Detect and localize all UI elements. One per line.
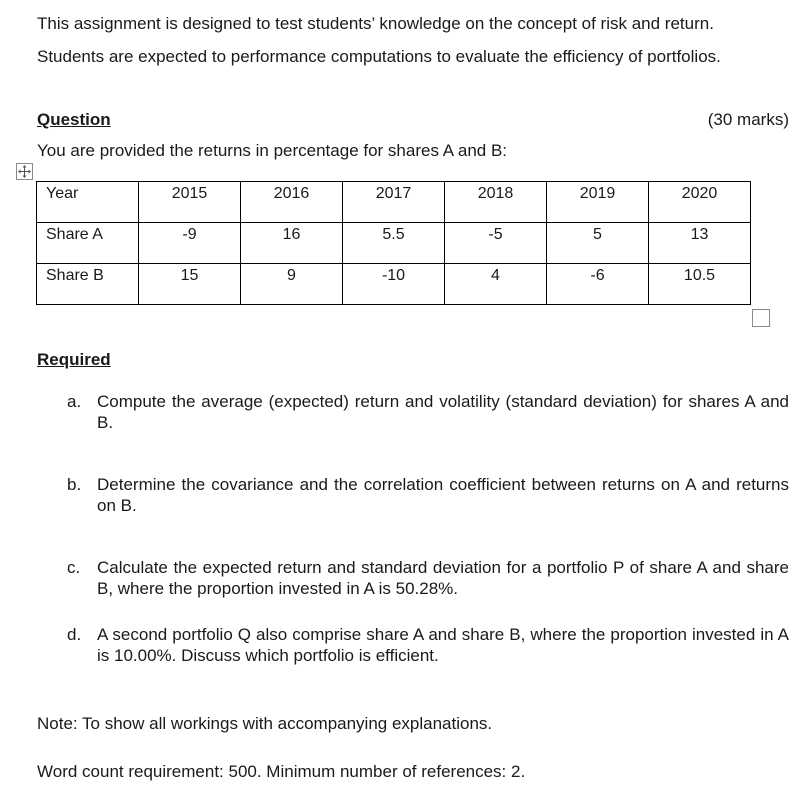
list-item-text: Calculate the expected return and standard deviation for a portfolio P of share A and share B, where the proportion invested in A is 50.28%. [97, 558, 789, 598]
table-cell: 2018 [445, 182, 547, 223]
list-item-text: Determine the covariance and the correlation coefficient between returns on A and returns on B. [97, 475, 789, 515]
table-cell: 16 [241, 223, 343, 264]
table-cell: -6 [547, 264, 649, 305]
table-cell: 2015 [139, 182, 241, 223]
note-text: Note: To show all workings with accompanying explanations. [37, 714, 493, 733]
table-cell: Share B [37, 264, 139, 305]
question-marks: (30 marks) [707, 110, 789, 129]
table-cell: 2020 [649, 182, 751, 223]
table-cell: 2016 [241, 182, 343, 223]
returns-table [36, 181, 751, 305]
move-arrows-icon [18, 165, 31, 178]
intro-line-2: Students are expected to performance computations to evaluate the efficiency of portfolios. [37, 47, 721, 66]
list-item [67, 557, 789, 599]
table-cell: -10 [343, 264, 445, 305]
table-cell: 5 [547, 223, 649, 264]
table-header-row [37, 182, 751, 223]
table-cell: Year [37, 182, 139, 223]
intro-line-1: This assignment is designed to test students’ knowledge on the concept of risk and return. [37, 14, 714, 33]
list-item [67, 391, 789, 433]
table-cell: 13 [649, 223, 751, 264]
table-cell: 2019 [547, 182, 649, 223]
required-heading: Required [37, 350, 111, 369]
table-row [37, 223, 751, 264]
table-move-handle[interactable] [16, 163, 33, 180]
list-item-text: Compute the average (expected) return and volatility (standard deviation) for shares A and B. [97, 392, 789, 432]
table-cell: -9 [139, 223, 241, 264]
table-cell: 2017 [343, 182, 445, 223]
table-cell: 10.5 [649, 264, 751, 305]
list-item [67, 624, 789, 666]
table-row [37, 264, 751, 305]
table-resize-handle[interactable] [752, 309, 770, 327]
table-cell: Share A [37, 223, 139, 264]
table-cell: 15 [139, 264, 241, 305]
question-heading: Question [37, 110, 111, 129]
list-item-marker: c. [67, 558, 81, 577]
list-item-marker: b. [67, 475, 82, 494]
table-cell: 4 [445, 264, 547, 305]
list-item-marker: a. [67, 392, 82, 411]
list-item [67, 474, 789, 516]
table-cell: -5 [445, 223, 547, 264]
word-count-text: Word count requirement: 500. Minimum number of references: 2. [37, 762, 526, 781]
list-item-text: A second portfolio Q also comprise share A and share B, where the proportion invested in A is 10.00%. Discuss which portfolio is efficient. [97, 625, 789, 665]
list-item-marker: d. [67, 625, 82, 644]
table-cell: 9 [241, 264, 343, 305]
table-cell: 5.5 [343, 223, 445, 264]
question-text: You are provided the returns in percentage for shares A and B: [37, 141, 508, 160]
